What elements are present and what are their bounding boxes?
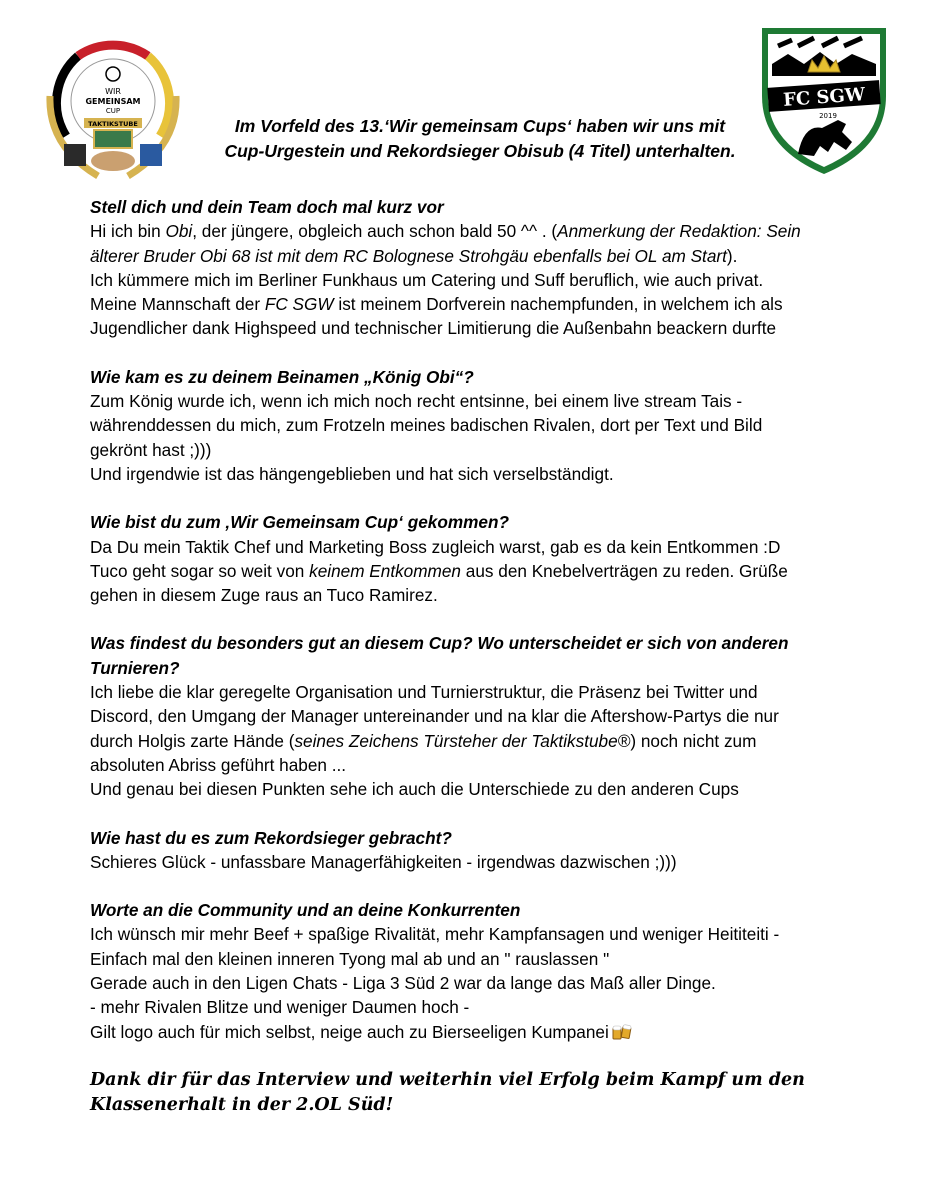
- question-2: Wie kam es zu deinem Beinamen „König Obi“?: [90, 366, 474, 387]
- question-5: Wie hast du es zum Rekordsieger gebracht?: [90, 827, 452, 848]
- text-span: durch Holgis zarte Hände (: [90, 730, 295, 751]
- text-span: ist meinem Dorfverein nachempfunden, in welchem ich als: [333, 294, 783, 315]
- crest-year: 2019: [819, 112, 837, 120]
- text-span: aus den Knebelverträgen zu reden. Grüße: [461, 560, 788, 581]
- qa-block-6: [90, 898, 900, 1044]
- answer-1-line-1: [90, 219, 900, 243]
- question-4-line-1: Was findest du besonders gut an diesem Cup? Wo unterscheidet er sich von anderen: [90, 633, 789, 654]
- logo-left-line3: CUP: [105, 107, 121, 115]
- text-span: , der jüngere, obgleich auch schon bald 50 ^^ . (: [192, 221, 558, 242]
- beer-mugs-icon: [612, 1023, 632, 1041]
- interview-body: [90, 195, 900, 1118]
- answer-3-line-2: [90, 559, 900, 583]
- answer-3-line-3: gehen in diesem Zuge raus an Tuco Ramirez.: [90, 585, 438, 606]
- question-1: Stell dich und dein Team doch mal kurz vor: [90, 197, 444, 217]
- qa-block-5: [90, 826, 900, 875]
- text-span: Tuco geht sogar so weit von: [90, 560, 310, 581]
- answer-2: [90, 389, 900, 486]
- question-4-line-2: Turnieren?: [90, 657, 180, 678]
- header-line-1: Im Vorfeld des 13.‘Wir gemeinsam Cups‘ haben wir uns mit: [234, 116, 726, 136]
- logo-left-banner: TAKTIKSTUBE: [88, 120, 138, 128]
- answer-6: [90, 922, 900, 1043]
- text-span: Hi ich bin: [90, 221, 166, 242]
- qa-block-2: [90, 365, 900, 486]
- answer-1-line-2: [90, 244, 900, 268]
- logo-left-line2: GEMEINSAM: [85, 97, 141, 106]
- answer-2-line-2: währenddessen du mich, zum Frotzeln meines badischen Rivalen, dort per Text und Bild: [90, 415, 763, 436]
- qa-block-4: [90, 631, 900, 801]
- qa-block-1: [90, 195, 900, 341]
- answer-4: [90, 680, 900, 801]
- header-line-2: Cup-Urgestein und Rekordsieger Obisub (4 Titel) unterhalten.: [224, 141, 736, 161]
- italic-span: älterer Bruder Obi 68 ist mit dem RC Bolognese Strohgäu ebenfalls bei OL am Start: [90, 245, 727, 266]
- closing-line-2: Klassenerhalt in der 2.OL Süd!: [90, 1094, 394, 1115]
- closing-statement: [90, 1068, 900, 1118]
- fc-sgw-crest: [758, 24, 890, 176]
- answer-2-line-3: gekrönt hast ;))): [90, 439, 212, 460]
- text-span: ) noch nicht zum: [630, 730, 757, 751]
- answer-5-line-1: Schieres Glück - unfassbare Managerfähigkeiten - irgendwas dazwischen ;))): [90, 851, 677, 872]
- italic-span: Anmerkung der Redaktion: Sein: [557, 221, 801, 242]
- answer-6-line-1: Ich wünsch mir mehr Beef + spaßige Rivalität, mehr Kampfansagen und weniger Heititeiti -: [90, 924, 780, 945]
- answer-1-line-3: Ich kümmere mich im Berliner Funkhaus um Catering und Suff beruflich, wie auch privat.: [90, 269, 764, 290]
- page-header: [200, 114, 760, 164]
- wir-gemeinsam-cup-logo: [28, 16, 198, 186]
- closing-line-1: Dank dir für das Interview und weiterhin viel Erfolg beim Kampf um den: [90, 1069, 805, 1090]
- answer-1-line-4: [90, 292, 900, 316]
- italic-span: seines Zeichens Türsteher der Taktikstube®: [294, 730, 631, 751]
- answer-4-line-3: [90, 729, 900, 753]
- logo-left-line1: WIR: [105, 87, 121, 96]
- question-3: Wie bist du zum ‚Wir Gemeinsam Cup‘ gekommen?: [90, 512, 509, 533]
- crest-text: FC SGW: [782, 84, 866, 111]
- answer-3: [90, 535, 900, 608]
- italic-span: FC SGW: [264, 294, 334, 315]
- answer-1-line-5: Jugendlicher dank Highspeed und technischer Limitierung die Außenbahn beackern durfte: [90, 318, 777, 339]
- answer-2-line-1: Zum König wurde ich, wenn ich mich noch recht entsinne, bei einem live stream Tais -: [90, 391, 743, 412]
- answer-4-line-1: Ich liebe die klar geregelte Organisation und Turnierstruktur, die Präsenz bei Twitter und: [90, 682, 758, 703]
- answer-6-line-2: Einfach mal den kleinen inneren Tyong mal ab und an " rauslassen ": [90, 948, 610, 969]
- qa-block-3: [90, 510, 900, 607]
- text-span: Meine Mannschaft der: [90, 294, 265, 315]
- answer-1: [90, 219, 900, 340]
- answer-3-line-1: Da Du mein Taktik Chef und Marketing Boss zugleich warst, gab es da kein Entkommen :D: [90, 536, 781, 557]
- italic-span: keinem Entkommen: [309, 560, 461, 581]
- text-span: Gilt logo auch für mich selbst, neige auch zu Bierseeligen Kumpanei: [90, 1021, 609, 1042]
- answer-5: [90, 850, 900, 874]
- question-6: Worte an die Community und an deine Konkurrenten: [90, 900, 521, 921]
- answer-2-line-4: Und irgendwie ist das hängengeblieben und hat sich verselbständigt.: [90, 463, 614, 484]
- answer-4-line-2: Discord, den Umgang der Manager untereinander und na klar die Aftershow-Partys die nur: [90, 706, 779, 727]
- answer-4-line-4: absoluten Abriss geführt haben ...: [90, 754, 347, 775]
- text-span: ).: [726, 245, 738, 266]
- answer-4-line-5: Und genau bei diesen Punkten sehe ich auch die Unterschiede zu den anderen Cups: [90, 779, 739, 800]
- answer-6-line-4: - mehr Rivalen Blitze und weniger Daumen hoch -: [90, 997, 470, 1018]
- answer-6-line-5: [90, 1020, 900, 1044]
- answer-6-line-3: Gerade auch in den Ligen Chats - Liga 3 Süd 2 war da lange das Maß aller Dinge.: [90, 973, 716, 994]
- italic-span: Obi: [165, 221, 193, 242]
